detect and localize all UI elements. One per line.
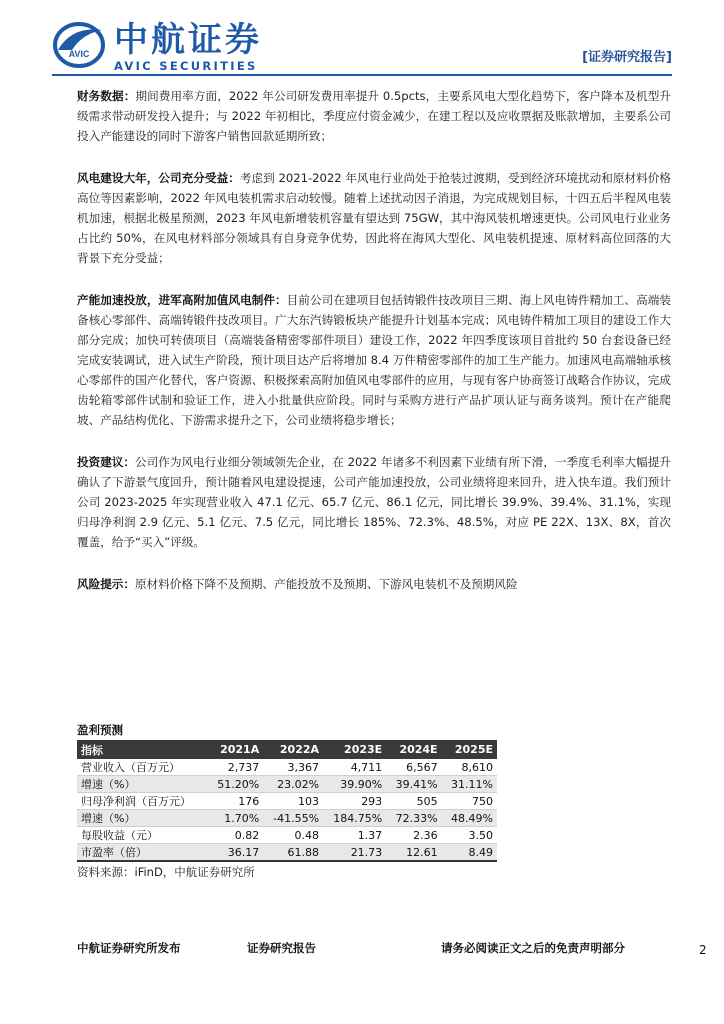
table-cell: 6,567: [386, 759, 441, 776]
table-cell: 505: [386, 793, 441, 810]
table-cell: 2,737: [208, 759, 263, 776]
table-cell: 增速（%）: [77, 776, 208, 793]
table-row: [77, 776, 497, 793]
table-cell: 0.48: [263, 827, 323, 844]
column-header: 2022A: [263, 740, 323, 759]
paragraph-text: 目前公司在建项目包括铸锻件技改项目三期、海上风电铸件精加工、高端装备核心零部件、高端铸锻件技改项目。广大东汽铸锻板块产能提升计划基本完成；风电铸件精加工项目的建设工作大部分完成；加快可转债项目（高端装备精密零部件项目）建设工作，2022 年四季度该项目首批约 50 台套设备已经完成安装调试，进入试生产阶段，预计项目达产后将增加 8.4 万件精密零部件的加工生产能力。加速风电高端轴承核心零部件的国产化替代，客户资源、积极探索高附加值风电零部件的应用，与现有客户协商签订战略合作协议，完成齿轮箱零部件试制和验证工作，进入小批量供应阶段。同时与采购方进行产品扩项认证与商务谈判。预计在产能爬坡、产品结构优化、下游需求提升之下，公司业绩将稳步增长；: [77, 293, 671, 427]
table-cell: 750: [442, 793, 497, 810]
table-cell: 归母净利润（百万元）: [77, 793, 208, 810]
table-cell: 3.50: [442, 827, 497, 844]
paragraph-lead: 风电建设大年，公司充分受益：: [77, 171, 240, 185]
paragraph-lead: 产能加速投放，进军高附加值风电制件：: [77, 293, 287, 307]
avic-logo-icon: [52, 20, 106, 68]
table-cell: 2.36: [386, 827, 441, 844]
table-cell: 8,610: [442, 759, 497, 776]
table-cell: 23.02%: [263, 776, 323, 793]
paragraph-text: 公司作为风电行业细分领域领先企业，在 2022 年诸多不利因素下业绩有所下滑，一季度毛利率大幅提升确认了下游景气度回升，预计随着风电建设提速，公司产能加速投放，公司业绩将迎来回升，进入快车道。我们预计公司 2023-2025 年实现营业收入 47.1 亿元、65.7 亿元、86.1 亿元，同比增长 39.9%、39.4%、31.1%，实现归母净利润 2.9 亿元、5.1 亿元、7.5 亿元，同比增长 185%、72.3%、48.5%，对应 PE 22X、13X、8X，首次覆盖，给予“买入”评级。: [77, 455, 671, 549]
table-cell: 48.49%: [442, 810, 497, 827]
paragraph-text: 期间费用率方面，2022 年公司研发费用率提升 0.5pcts，主要系风电大型化趋势下，客户降本及机型升级需求带动研发投入提升；与 2022 年初相比，季度应付资金减少，在建工程以及应收票据及账款增加，主要系公司投入产能建设的同时下游客户销售回款延期所致；: [77, 89, 671, 143]
table-row: [77, 827, 497, 844]
table-cell: -41.55%: [263, 810, 323, 827]
column-header: 2023E: [323, 740, 386, 759]
paragraph-lead: 财务数据：: [77, 89, 136, 103]
data-source-note: 资料来源：iFinD，中航证券研究所: [77, 865, 255, 879]
table-cell: 39.90%: [323, 776, 386, 793]
table-cell: 1.37: [323, 827, 386, 844]
table-cell: 营业收入（百万元）: [77, 759, 208, 776]
table-row: [77, 810, 497, 827]
paragraph-investment-advice: [77, 452, 671, 552]
footer-disclaimer: 请务必阅读正文之后的免责声明部分: [441, 941, 625, 955]
logo-english: AVIC SECURITIES: [114, 59, 258, 73]
logo-chinese: 中航证券: [114, 20, 262, 60]
table-cell: 3,367: [263, 759, 323, 776]
paragraph-text: 考虑到 2021-2022 年风电行业尚处于抢装过渡期，受到经济环境扰动和原材料价格高位等因素影响，2022 年风电装机需求启动较慢。随着上述扰动因子消退，为完成规划目标，十四五后半程风电装机加速，根据北极星预测，2023 年风电新增装机容量有望达到 75GW，其中海风装机增速更快。公司风电行业业务占比约 50%，在风电材料部分领域具有自身竞争优势，因此将在海风大型化、风电装机提速、原材料高位回落的大背景下充分受益；: [77, 171, 671, 265]
table-cell: 39.41%: [386, 776, 441, 793]
earnings-forecast-table: [77, 740, 497, 862]
page-number: 2: [699, 943, 707, 957]
table-cell: 21.73: [323, 844, 386, 862]
table-row: [77, 759, 497, 776]
table-caption: 盈利预测: [77, 723, 123, 737]
page-footer: [77, 940, 707, 958]
column-header: 指标: [77, 740, 208, 759]
paragraph-text: 原材料价格下降不及预期、产能投放不及预期、下游风电装机不及预期风险: [134, 577, 518, 591]
table-cell: 8.49: [442, 844, 497, 862]
table-cell: 增速（%）: [77, 810, 208, 827]
table-cell: 176: [208, 793, 263, 810]
table-cell: 1.70%: [208, 810, 263, 827]
table-cell: 12.61: [386, 844, 441, 862]
body-text: [77, 86, 671, 616]
table-cell: 31.11%: [442, 776, 497, 793]
column-header: 2025E: [442, 740, 497, 759]
table-cell: 103: [263, 793, 323, 810]
paragraph-financial-data: [77, 86, 671, 146]
table-cell: 61.88: [263, 844, 323, 862]
footer-report-type: 证券研究报告: [247, 941, 316, 955]
paragraph-risk-warning: [77, 574, 671, 594]
table-row: [77, 844, 497, 862]
table-cell: 0.82: [208, 827, 263, 844]
table-cell: 4,711: [323, 759, 386, 776]
paragraph-lead: 投资建议：: [77, 455, 136, 469]
report-type-tag: [证券研究报告]: [582, 50, 672, 65]
table-cell: 184.75%: [323, 810, 386, 827]
table-cell: 市盈率（倍）: [77, 844, 208, 862]
table-cell: 36.17: [208, 844, 263, 862]
report-header: [52, 18, 672, 76]
header-divider: [52, 74, 672, 76]
paragraph-wind-power: [77, 168, 671, 268]
footer-publisher: 中航证券研究所发布: [77, 941, 181, 955]
table-header-row: [77, 740, 497, 759]
table-cell: 51.20%: [208, 776, 263, 793]
column-header: 2024E: [386, 740, 441, 759]
column-header: 2021A: [208, 740, 263, 759]
table-cell: 每股收益（元）: [77, 827, 208, 844]
paragraph-lead: 风险提示：: [77, 577, 135, 591]
svg-text:AVIC: AVIC: [68, 49, 90, 59]
table-row: [77, 793, 497, 810]
table-cell: 293: [323, 793, 386, 810]
table-cell: 72.33%: [386, 810, 441, 827]
paragraph-capacity: [77, 290, 671, 430]
